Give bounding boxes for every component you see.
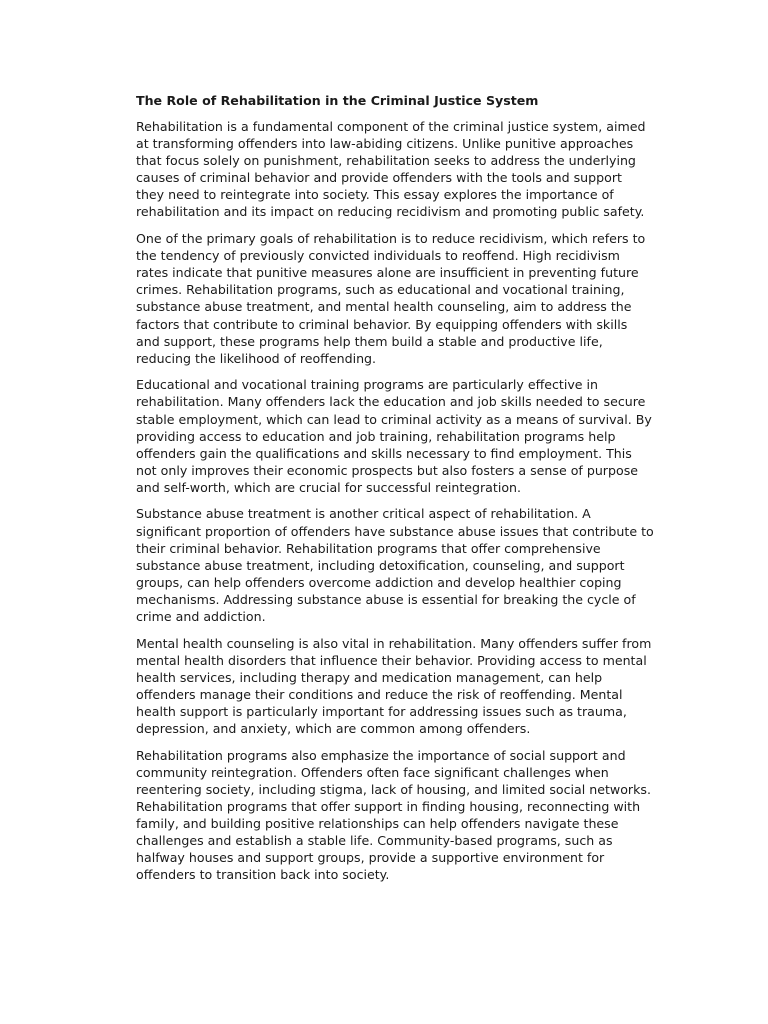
paragraph-introduction: Rehabilitation is a fundamental component of the criminal justice system, aimed at transforming offenders into law-abiding citizens. Unlike punitive approaches that focus solely on punishment, rehabilitation seeks to address the underlying causes of criminal behavior and provide offenders with the tools and support they need to reintegrate into society. This essay explores the importance of rehabilitation and its impact on reducing recidivism and promoting public safety. <box>136 119 646 220</box>
paragraph-education-training: Educational and vocational training programs are particularly effective in rehabilitation. Many offenders lack the education and job skills needed to secure stable employment, which can lead to criminal activity as a means of survival. By providing access to education and job training, rehabilitation programs help offenders gain the qualifications and skills necessary to find employment. This not only improves their economic prospects but also fosters a sense of purpose and self-worth, which are crucial for successful reintegration. <box>136 377 652 495</box>
paragraph-recidivism: One of the primary goals of rehabilitation is to reduce recidivism, which refers to the tendency of previously convicted individuals to reoffend. High recidivism rates indicate that punitive measures alone are insufficient in preventing future crimes. Rehabilitation programs, such as educational and vocational training, substance abuse treatment, and mental health counseling, aim to address the factors that contribute to criminal behavior. By equipping offenders with skills and support, these programs help them build a stable and productive life, reducing the likelihood of reoffending. <box>136 231 646 366</box>
paragraph-mental-health: Mental health counseling is also vital in rehabilitation. Many offenders suffer from mental health disorders that influence their behavior. Providing access to mental health services, including therapy and medication management, can help offenders manage their conditions and reduce the risk of reoffending. Mental health support is particularly important for addressing issues such as trauma, depression, and anxiety, which are common among offenders. <box>136 635 652 737</box>
document-title: The Role of Rehabilitation in the Criminal Justice System <box>136 93 539 108</box>
paragraph-social-support: Rehabilitation programs also emphasize the importance of social support and community reintegration. Offenders often face significant challenges when reentering society, including stigma, lack of housing, and limited social networks. Rehabilitation programs that offer support in finding housing, reconnecting with family, and building positive relationships can help offenders navigate these challenges and establish a stable life. Community-based programs, such as halfway houses and support groups, provide a supportive environment for offenders to transition back into society. <box>136 747 651 883</box>
paragraph-substance-abuse: Substance abuse treatment is another critical aspect of rehabilitation. A significant proportion of offenders have substance abuse issues that contribute to their criminal behavior. Rehabilitation programs that offer comprehensive substance abuse treatment, including detoxification, counseling, and support groups, can help offenders overcome addiction and develop healthier coping mechanisms. Addressing substance abuse is essential for breaking the cycle of crime and addiction. <box>136 506 654 625</box>
document-page <box>136 92 684 893</box>
